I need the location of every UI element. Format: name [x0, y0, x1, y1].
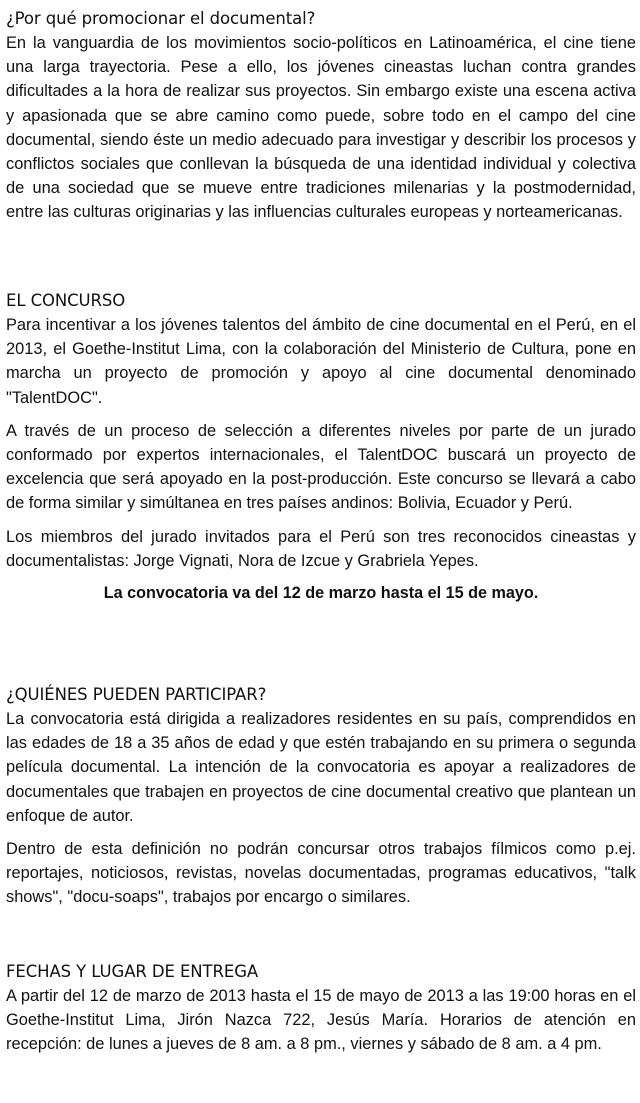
section-contest: [6, 289, 636, 605]
section-heading: ¿Por qué promocionar el documental?: [6, 9, 316, 28]
section-who-can-participate: [6, 683, 636, 910]
section-dates-and-place: [6, 960, 636, 1057]
paragraph: La convocatoria está dirigida a realizadores residentes en su país, comprendidos en las edades de 18 a 35 años de edad y que estén trabajando en su primera o segunda película documental. La intención de la convocatoria es apoyar a realizadores de documentales que trabajen en proyectos de cine documental creativo que plantean un enfoque de autor.: [6, 710, 636, 825]
paragraph: En la vanguardia de los movimientos socio-políticos en Latinoamérica, el cine tiene una larga trayectoria. Pese a ello, los jóvenes cineastas luchan contra grandes dificultades a la hora de realizar sus proyectos. Sin embargo existe una escena activa y apasionada que se abre camino como puede, sobre todo en el campo del cine documental, siendo éste un medio adecuado para investigar y describir los procesos y conflictos sociales que conllevan la búsqueda de una identidad individual y colectiva de una sociedad que se mueve entre tradiciones milenarias y la postmodernidad, entre las culturas originarias y las influencias culturales europeas y norteamericanas.: [6, 34, 636, 222]
section-heading: ¿QUIÉNES PUEDEN PARTICIPAR?: [6, 685, 267, 704]
highlight-dates: La convocatoria va del 12 de marzo hasta el 15 de mayo.: [103, 584, 539, 603]
paragraph: Los miembros del jurado invitados para el Perú son tres reconocidos cineastas y documentalistas: Jorge Vignati, Nora de Izcue y Grabriela Yepes.: [6, 527, 636, 570]
paragraph: Para incentivar a los jóvenes talentos del ámbito de cine documental en el Perú, en el 2013, el Goethe-Institut Lima, con la colaboración del Ministerio de Cultura, pone en marcha un proyecto de promoción y apoyo al cine documental denominado "TalentDOC".: [6, 316, 636, 407]
paragraph: A partir del 12 de marzo de 2013 hasta el 15 de mayo de 2013 a las 19:00 horas en el Goethe-Institut Lima, Jirón Nazca 722, Jesús María. Horarios de atención en recepción: de lunes a jueves de 8 am. a 8 pm., viernes y sábado de 8 am. a 4 pm.: [6, 987, 636, 1054]
section-heading: EL CONCURSO: [6, 291, 126, 310]
paragraph: Dentro de esta definición no podrán concursar otros trabajos fílmicos como p.ej. reportajes, noticiosos, revistas, novelas documentadas, programas educativos, "talk shows", "docu-soaps", trabajos por encargo o similares.: [6, 840, 636, 907]
section-heading: FECHAS Y LUGAR DE ENTREGA: [6, 962, 259, 981]
section-why-promote: [6, 7, 636, 225]
paragraph: A través de un proceso de selección a diferentes niveles por parte de un jurado conformado por expertos internacionales, el TalentDOC buscará un proyecto de excelencia que será apoyado en la post-producción. Este concurso se llevará a cabo de forma similar y simúltanea en tres países andinos: Bolivia, Ecuador y Perú.: [6, 421, 636, 513]
